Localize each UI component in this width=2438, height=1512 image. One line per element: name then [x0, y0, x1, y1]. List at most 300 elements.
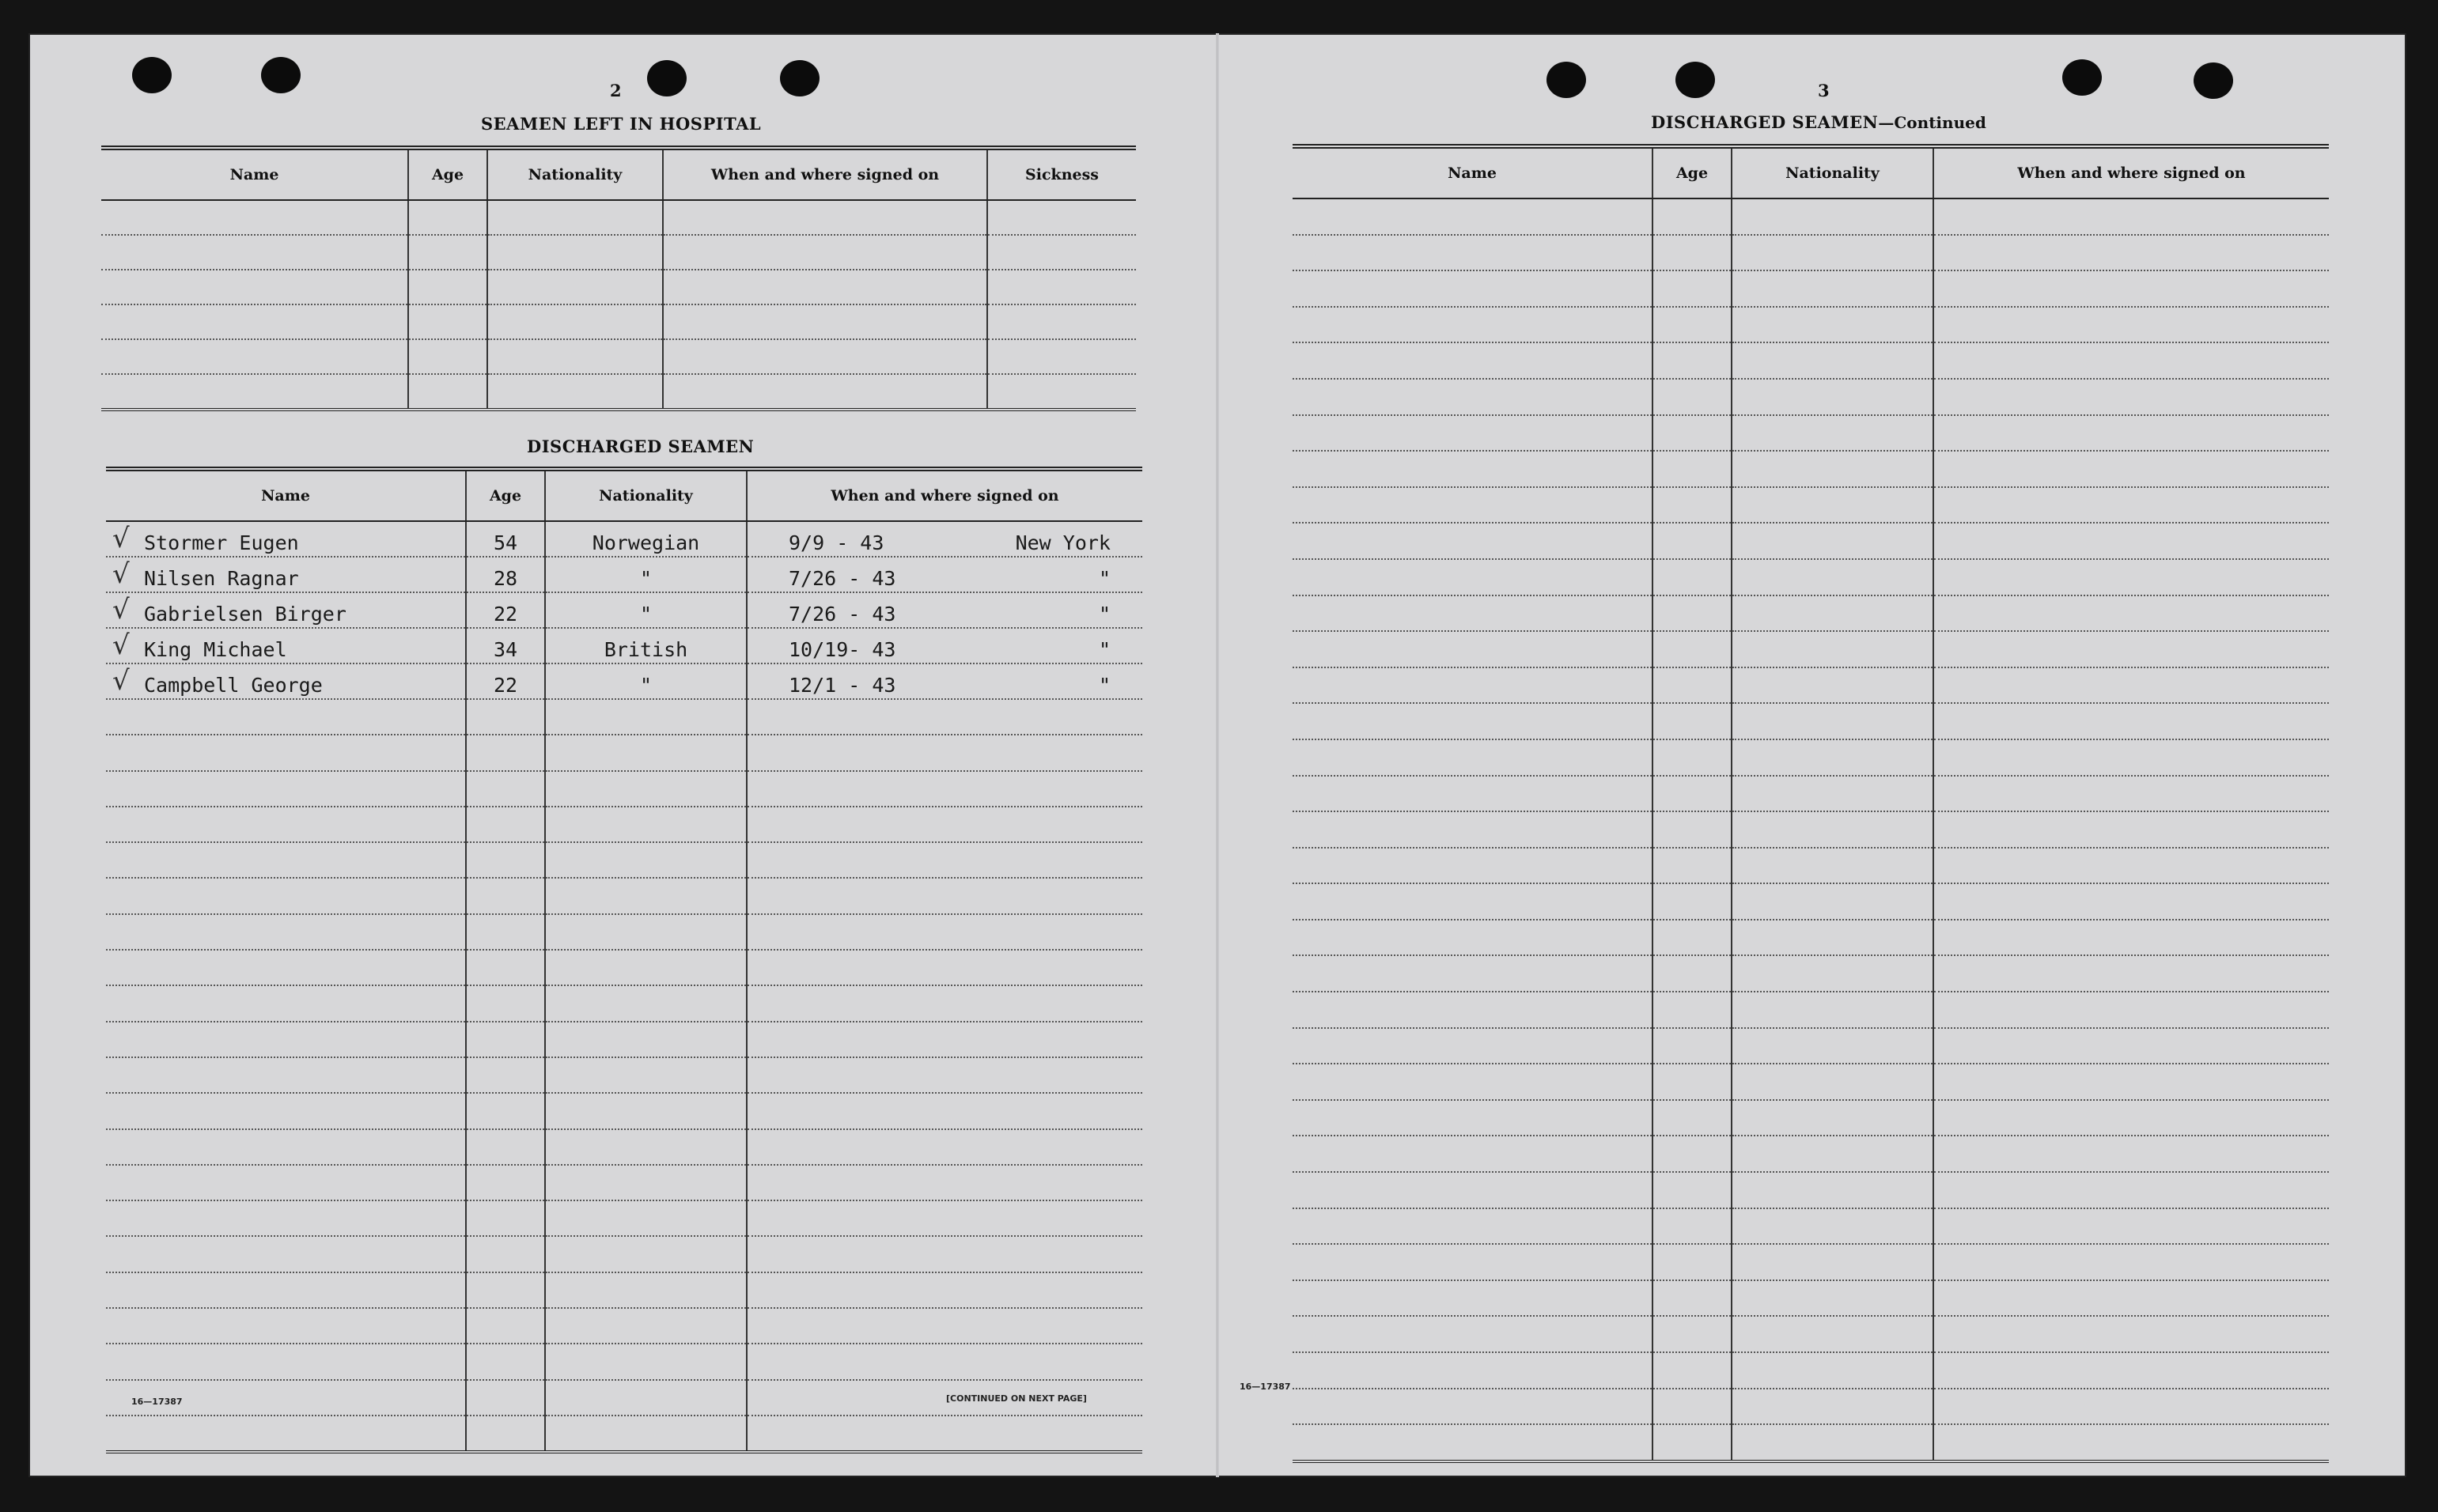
blank-cell	[1652, 235, 1732, 271]
table-row	[1293, 595, 2329, 632]
table-row	[106, 699, 1142, 735]
blank-cell	[106, 950, 466, 985]
blank-cell	[545, 1344, 747, 1379]
blank-cell	[1933, 559, 2329, 595]
blank-cell	[747, 1022, 1142, 1057]
blank-cell	[1652, 1352, 1732, 1389]
blank-cell	[747, 1416, 1142, 1452]
blank-cell	[1293, 992, 1652, 1028]
blank-cell	[1652, 776, 1732, 812]
blank-cell	[1293, 631, 1652, 667]
blank-cell	[1933, 1389, 2329, 1425]
blank-cell	[1293, 1244, 1652, 1280]
blank-cell	[1933, 1280, 2329, 1317]
blank-cell	[1652, 631, 1732, 667]
blank-cell	[1293, 1316, 1652, 1352]
blank-cell	[1652, 595, 1732, 632]
table-row	[1293, 487, 2329, 524]
blank-cell	[545, 914, 747, 950]
blank-cell	[663, 270, 987, 304]
blank-cell	[545, 1272, 747, 1308]
blank-cell	[1732, 198, 1933, 235]
blank-cell	[1933, 955, 2329, 992]
blank-cell	[1293, 1172, 1652, 1208]
table-row	[106, 1057, 1142, 1093]
blank-cell	[466, 807, 545, 842]
blank-cell	[1732, 1172, 1933, 1208]
blank-cell	[1652, 523, 1732, 559]
blank-cell	[987, 270, 1136, 304]
table-row	[1293, 1280, 2329, 1317]
seaman-name: Stormer Eugen	[144, 531, 299, 554]
blank-cell	[466, 878, 545, 913]
table-row	[1293, 920, 2329, 956]
blank-cell	[1732, 342, 1933, 379]
seaman-nationality: Norwegian	[592, 531, 700, 554]
blank-cell	[1293, 1028, 1652, 1064]
blank-cell	[1732, 1100, 1933, 1136]
blank-cell	[1933, 1100, 2329, 1136]
blank-cell	[487, 200, 663, 235]
seaman-name: Gabrielsen Birger	[144, 603, 346, 626]
seaman-age: 22	[493, 603, 518, 626]
blank-cell	[1933, 487, 2329, 524]
blank-cell	[1732, 631, 1933, 667]
blank-cell	[663, 304, 987, 339]
check-mark: √	[112, 629, 130, 661]
seaman-age: 22	[493, 674, 518, 697]
blank-cell	[1652, 739, 1732, 776]
signed-on-date: 12/1 - 43	[789, 674, 896, 697]
blank-cell	[663, 339, 987, 374]
blank-cell	[106, 1308, 466, 1344]
blank-cell	[1652, 559, 1732, 595]
blank-cell	[1652, 955, 1732, 992]
blank-cell	[1652, 883, 1732, 920]
table-row	[1293, 1389, 2329, 1425]
signed-on-date: 9/9 - 43	[789, 531, 884, 554]
blank-cell	[1732, 559, 1933, 595]
seaman-age: 28	[493, 567, 518, 590]
blank-cell	[663, 374, 987, 410]
blank-cell	[1933, 379, 2329, 415]
blank-cell	[1652, 1064, 1732, 1100]
blank-cell	[408, 270, 487, 304]
blank-cell	[1732, 1136, 1933, 1172]
document-sheet	[28, 33, 2406, 1477]
blank-cell	[1732, 848, 1933, 884]
blank-cell	[1293, 1389, 1652, 1425]
blank-cell	[1933, 270, 2329, 307]
left-page	[28, 33, 1217, 1477]
table-row	[101, 270, 1136, 304]
table-row	[1293, 235, 2329, 271]
blank-cell	[1293, 235, 1652, 271]
blank-cell	[747, 1236, 1142, 1272]
blank-cell	[1293, 883, 1652, 920]
blank-cell	[747, 1272, 1142, 1308]
table-row	[101, 235, 1136, 270]
blank-cell	[466, 842, 545, 878]
blank-cell	[1933, 235, 2329, 271]
blank-cell	[1933, 1244, 2329, 1280]
table-row	[106, 735, 1142, 770]
blank-cell	[1652, 342, 1732, 379]
blank-cell	[1933, 1316, 2329, 1352]
blank-cell	[1652, 270, 1732, 307]
blank-cell	[106, 842, 466, 878]
blank-cell	[1933, 1064, 2329, 1100]
table-row	[106, 914, 1142, 950]
blank-cell	[1732, 703, 1933, 739]
blank-cell	[408, 235, 487, 270]
blank-cell	[1933, 523, 2329, 559]
punch-hole	[2194, 62, 2233, 99]
blank-cell	[1732, 270, 1933, 307]
seaman-name: Nilsen Ragnar	[144, 567, 299, 590]
blank-cell	[1933, 1172, 2329, 1208]
blank-cell	[987, 304, 1136, 339]
table-row	[106, 807, 1142, 842]
table-row	[1293, 342, 2329, 379]
blank-cell	[1933, 776, 2329, 812]
discharged-row	[106, 628, 1142, 663]
blank-cell	[1732, 811, 1933, 848]
table-row	[106, 1022, 1142, 1057]
seaman-age: 54	[493, 531, 518, 554]
discharged-row	[106, 557, 1142, 592]
blank-cell	[1732, 883, 1933, 920]
blank-cell	[1652, 1172, 1732, 1208]
blank-cell	[106, 1416, 466, 1452]
age-cell	[466, 663, 545, 699]
signed-on-place: "	[1098, 638, 1111, 661]
blank-cell	[1293, 523, 1652, 559]
blank-cell	[1652, 451, 1732, 487]
blank-cell	[106, 1236, 466, 1272]
table-row	[1293, 523, 2329, 559]
table-row	[1293, 848, 2329, 884]
blank-cell	[106, 878, 466, 913]
blank-cell	[987, 374, 1136, 410]
blank-cell	[987, 200, 1136, 235]
seaman-age: 34	[493, 638, 518, 661]
blank-cell	[1293, 270, 1652, 307]
blank-cell	[747, 735, 1142, 770]
blank-cell	[1732, 595, 1933, 632]
blank-cell	[1933, 198, 2329, 235]
punch-hole	[132, 57, 172, 93]
check-mark: √	[112, 558, 130, 590]
blank-cell	[1293, 811, 1652, 848]
form-number: 16—17387	[131, 1397, 183, 1407]
blank-cell	[1293, 342, 1652, 379]
blank-cell	[545, 735, 747, 770]
blank-cell	[545, 771, 747, 807]
blank-cell	[545, 950, 747, 985]
blank-cell	[466, 1129, 545, 1165]
blank-cell	[106, 1022, 466, 1057]
blank-cell	[466, 699, 545, 735]
punch-hole	[647, 60, 687, 96]
blank-cell	[106, 914, 466, 950]
blank-cell	[106, 807, 466, 842]
age-cell	[466, 592, 545, 628]
blank-cell	[747, 1344, 1142, 1379]
blank-cell	[1732, 1208, 1933, 1245]
blank-cell	[747, 1129, 1142, 1165]
blank-cell	[487, 374, 663, 410]
discharged-row	[106, 592, 1142, 628]
age-cell	[466, 628, 545, 663]
blank-cell	[1652, 811, 1732, 848]
blank-cell	[1652, 1136, 1732, 1172]
blank-cell	[1933, 883, 2329, 920]
blank-cell	[1933, 739, 2329, 776]
blank-cell	[1732, 739, 1933, 776]
signed-on-date: 10/19- 43	[789, 638, 896, 661]
table-row	[1293, 270, 2329, 307]
blank-cell	[466, 1165, 545, 1200]
table-row	[1293, 776, 2329, 812]
right-page	[1217, 33, 2406, 1477]
column-header: Name	[101, 148, 408, 200]
blank-cell	[545, 699, 747, 735]
blank-cell	[545, 1380, 747, 1416]
blank-cell	[1293, 198, 1652, 235]
blank-cell	[1293, 703, 1652, 739]
seaman-nationality: "	[639, 603, 653, 626]
blank-cell	[1293, 955, 1652, 992]
blank-cell	[466, 1272, 545, 1308]
blank-cell	[663, 200, 987, 235]
blank-cell	[1293, 307, 1652, 343]
signed-on-date: 7/26 - 43	[789, 603, 896, 626]
signed-on-date: 7/26 - 43	[789, 567, 896, 590]
table-row	[1293, 1424, 2329, 1461]
blank-cell	[466, 1093, 545, 1128]
blank-cell	[1933, 992, 2329, 1028]
table-row	[1293, 379, 2329, 415]
blank-cell	[747, 878, 1142, 913]
blank-cell	[1293, 1208, 1652, 1245]
blank-cell	[1293, 1280, 1652, 1317]
table-row	[1293, 1172, 2329, 1208]
table-row	[1293, 1352, 2329, 1389]
blank-cell	[101, 200, 408, 235]
blank-cell	[1933, 451, 2329, 487]
seaman-name: King Michael	[144, 638, 287, 661]
blank-cell	[545, 1093, 747, 1128]
column-header: When and where signed on	[663, 148, 987, 200]
column-header: Sickness	[987, 148, 1136, 200]
table-row	[1293, 1208, 2329, 1245]
blank-cell	[466, 1416, 545, 1452]
age-cell	[466, 521, 545, 557]
table-row	[1293, 811, 2329, 848]
blank-cell	[106, 1272, 466, 1308]
blank-cell	[1293, 415, 1652, 452]
table-row	[106, 1344, 1142, 1379]
blank-cell	[106, 1165, 466, 1200]
blank-cell	[1933, 1424, 2329, 1461]
blank-cell	[466, 914, 545, 950]
blank-cell	[1652, 1424, 1732, 1461]
blank-cell	[1652, 379, 1732, 415]
blank-cell	[1732, 235, 1933, 271]
table-row	[1293, 739, 2329, 776]
blank-cell	[408, 339, 487, 374]
blank-cell	[466, 950, 545, 985]
signed-on-cell	[747, 628, 1142, 663]
blank-cell	[101, 235, 408, 270]
name-cell	[106, 521, 466, 557]
name-cell	[106, 557, 466, 592]
blank-cell	[1652, 920, 1732, 956]
page-number: 3	[1818, 81, 1830, 100]
blank-cell	[747, 1093, 1142, 1128]
blank-cell	[1293, 379, 1652, 415]
blank-cell	[1933, 307, 2329, 343]
table-row	[101, 339, 1136, 374]
table-row	[106, 878, 1142, 913]
blank-cell	[545, 807, 747, 842]
title-main: DISCHARGED SEAMEN	[1651, 112, 1879, 132]
nationality-cell	[545, 557, 747, 592]
blank-cell	[987, 235, 1136, 270]
signed-on-cell	[747, 663, 1142, 699]
table-row	[106, 842, 1142, 878]
blank-cell	[1933, 667, 2329, 704]
table-row	[1293, 1244, 2329, 1280]
table-row	[1293, 631, 2329, 667]
table-row	[101, 304, 1136, 339]
punch-hole	[2062, 59, 2102, 96]
column-header: Age	[1652, 146, 1732, 198]
blank-cell	[1732, 487, 1933, 524]
table-row	[106, 1165, 1142, 1200]
blank-cell	[1933, 703, 2329, 739]
table-row	[1293, 451, 2329, 487]
blank-cell	[1652, 1244, 1732, 1280]
column-header: Nationality	[1732, 146, 1933, 198]
discharged-continued-table	[1293, 144, 2329, 1463]
discharged-continued-title	[1651, 112, 1986, 132]
blank-cell	[1933, 811, 2329, 848]
seaman-nationality: British	[604, 638, 688, 661]
blank-cell	[1732, 1389, 1933, 1425]
blank-cell	[106, 1057, 466, 1093]
blank-cell	[1293, 559, 1652, 595]
signed-on-place: "	[1098, 603, 1111, 626]
blank-cell	[747, 1308, 1142, 1344]
discharged-row	[106, 521, 1142, 557]
nationality-cell	[545, 592, 747, 628]
blank-cell	[1652, 848, 1732, 884]
blank-cell	[1293, 920, 1652, 956]
blank-cell	[1732, 920, 1933, 956]
signed-on-cell	[747, 592, 1142, 628]
blank-cell	[545, 842, 747, 878]
blank-cell	[487, 235, 663, 270]
blank-cell	[1293, 1352, 1652, 1389]
blank-cell	[101, 339, 408, 374]
blank-cell	[1732, 1352, 1933, 1389]
blank-cell	[1933, 920, 2329, 956]
blank-cell	[466, 1200, 545, 1236]
table-row	[106, 1308, 1142, 1344]
age-cell	[466, 557, 545, 592]
punch-hole	[261, 57, 301, 93]
blank-cell	[545, 1236, 747, 1272]
blank-cell	[106, 699, 466, 735]
blank-cell	[1933, 1136, 2329, 1172]
page-number: 2	[610, 81, 622, 100]
nationality-cell	[545, 663, 747, 699]
signed-on-place: "	[1098, 567, 1111, 590]
blank-cell	[487, 339, 663, 374]
blank-cell	[1293, 1424, 1652, 1461]
column-header: When and where signed on	[747, 469, 1142, 521]
hospital-table	[101, 146, 1136, 411]
table-row	[1293, 198, 2329, 235]
table-row	[106, 1236, 1142, 1272]
blank-cell	[747, 842, 1142, 878]
table-row	[1293, 1136, 2329, 1172]
blank-cell	[545, 878, 747, 913]
blank-cell	[487, 304, 663, 339]
column-header: Age	[466, 469, 545, 521]
blank-cell	[1652, 703, 1732, 739]
blank-cell	[106, 1200, 466, 1236]
blank-cell	[408, 200, 487, 235]
blank-cell	[466, 1057, 545, 1093]
blank-cell	[1732, 667, 1933, 704]
blank-cell	[545, 1022, 747, 1057]
blank-cell	[1732, 451, 1933, 487]
table-row	[101, 200, 1136, 235]
blank-cell	[1732, 1316, 1933, 1352]
blank-cell	[106, 771, 466, 807]
blank-cell	[747, 1165, 1142, 1200]
name-cell	[106, 592, 466, 628]
blank-cell	[408, 304, 487, 339]
blank-cell	[1732, 1424, 1933, 1461]
table-row	[106, 985, 1142, 1021]
blank-cell	[101, 270, 408, 304]
blank-cell	[466, 1022, 545, 1057]
table-row	[1293, 307, 2329, 343]
table-row	[1293, 883, 2329, 920]
column-header: When and where signed on	[1933, 146, 2329, 198]
blank-cell	[1293, 739, 1652, 776]
blank-cell	[1732, 415, 1933, 452]
signed-on-place: "	[1098, 674, 1111, 697]
blank-cell	[1293, 848, 1652, 884]
blank-cell	[1293, 776, 1652, 812]
nationality-cell	[545, 521, 747, 557]
column-header: Nationality	[545, 469, 747, 521]
blank-cell	[747, 699, 1142, 735]
hospital-section-title: SEAMEN LEFT IN HOSPITAL	[481, 114, 762, 134]
signed-on-cell	[747, 557, 1142, 592]
blank-cell	[106, 985, 466, 1021]
blank-cell	[106, 735, 466, 770]
discharged-row	[106, 663, 1142, 699]
blank-cell	[101, 304, 408, 339]
blank-cell	[466, 1236, 545, 1272]
seaman-name: Campbell George	[144, 674, 323, 697]
